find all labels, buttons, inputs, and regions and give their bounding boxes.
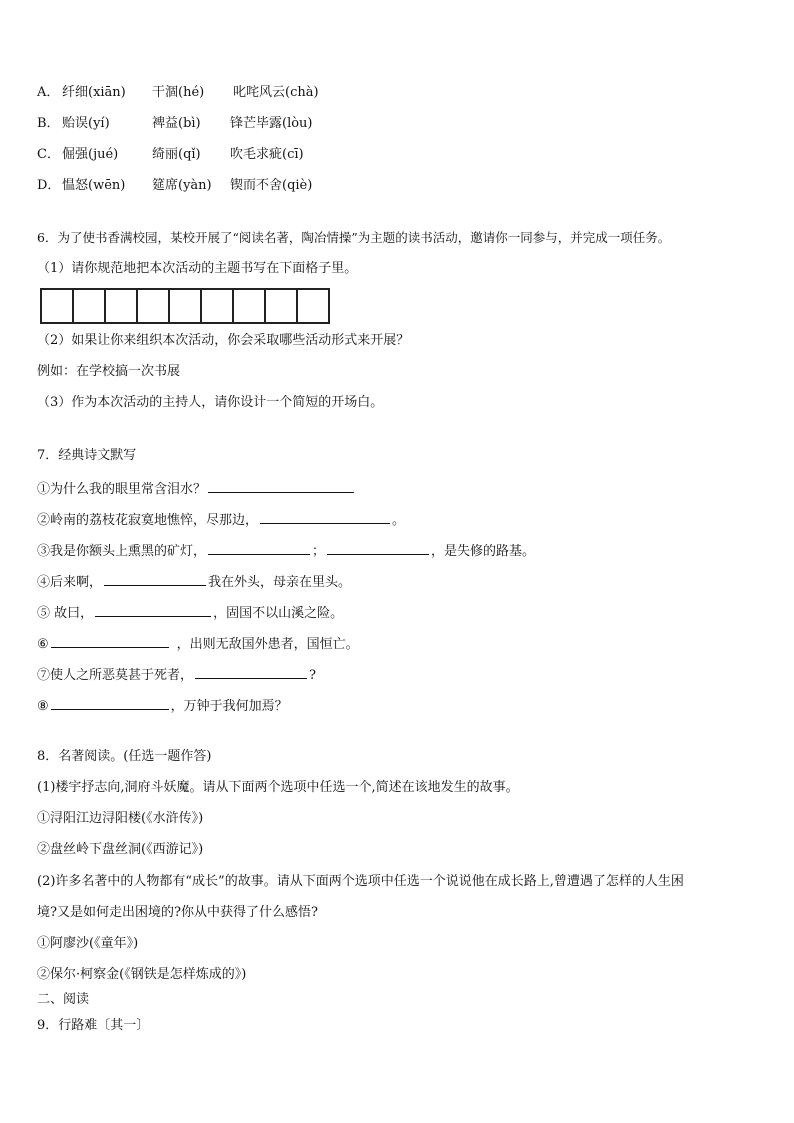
q7-stem: 7．经典诗文默写	[37, 448, 137, 463]
grid-cell[interactable]	[138, 290, 170, 322]
option-d-word-2: 筵席(yàn)	[152, 178, 212, 193]
option-c-word-3: 吹毛求疵(cī)	[230, 147, 304, 162]
q8-part-2-option-b: ②保尔·柯察金(《钢铁是怎样炼成的》)	[37, 967, 247, 982]
q7-item-1	[37, 478, 356, 499]
option-b-word-2: 裨益(bì)	[152, 116, 201, 131]
q7-item-2-end: 。	[392, 513, 406, 528]
q8-part-2-line-2: 境?又是如何走出困境的?你从中获得了什么感悟?	[37, 905, 318, 920]
q7-item-6-end: ，出则无敌国外患者，国恒亡。	[176, 637, 359, 652]
grid-cell[interactable]	[170, 290, 202, 322]
option-d-word-1: 愠怒(wēn)	[62, 178, 126, 193]
q7-item-3-text: ③我是你额头上熏黑的矿灯，	[37, 544, 207, 559]
answer-blank[interactable]	[51, 695, 169, 710]
grid-cell[interactable]	[202, 290, 234, 322]
q8-part-1-option-b: ②盘丝岭下盘丝洞(《西游记》)	[37, 842, 204, 857]
grid-cell[interactable]	[266, 290, 298, 322]
q6-stem: 6．为了使书香满校园，某校开展了“阅读名著，陶冶情操”为主题的读书活动，邀请你一同参与，并完成一项任务。	[37, 230, 671, 245]
option-b-word-3: 锋芒毕露(lòu)	[230, 116, 313, 131]
theme-writing-grid[interactable]	[40, 288, 330, 324]
option-c-word-2: 绮丽(qǐ)	[152, 147, 201, 162]
answer-blank[interactable]	[195, 664, 307, 679]
q6-sub2: （2）如果让你来组织本次活动，你会采取哪些活动形式来开展？	[37, 333, 410, 348]
option-c-word-1: 倔强(jué)	[62, 147, 119, 162]
q7-item-4	[37, 571, 351, 592]
q7-item-6	[37, 633, 359, 654]
q9-title: 9．行路难〔其一〕	[37, 1018, 150, 1033]
answer-blank[interactable]	[327, 540, 429, 555]
option-d-word-3: 锲而不舍(qiè)	[230, 178, 313, 193]
option-a-word-3: 叱咤风云(chà)	[233, 85, 319, 100]
grid-cell[interactable]	[106, 290, 138, 322]
q7-item-8-text: ⑧	[37, 699, 49, 714]
answer-blank[interactable]	[208, 540, 310, 555]
q8-part-1-option-a: ①浔阳江边浔阳楼(《水浒传》)	[37, 811, 204, 826]
grid-cell[interactable]	[298, 290, 330, 322]
q7-item-2	[37, 509, 405, 530]
q7-item-4-text: ④后来啊，	[37, 575, 103, 590]
q6-example: 例如：在学校搞一次书展	[37, 364, 181, 379]
q8-part-2-option-a: ①阿廖沙(《童年》)	[37, 936, 139, 951]
answer-blank[interactable]	[51, 633, 169, 648]
option-b-label: B．	[37, 116, 60, 131]
q7-item-3	[37, 540, 535, 561]
q7-item-6-text: ⑥	[37, 637, 49, 652]
q7-item-3-end: ，是失修的路基。	[431, 544, 536, 559]
option-b-word-1: 贻误(yí)	[62, 116, 110, 131]
answer-blank[interactable]	[208, 478, 354, 493]
option-a-word-2: 干涸(hé)	[152, 85, 205, 100]
section-heading: 二、阅读	[37, 992, 90, 1007]
q7-item-4-end: 我在外头，母亲在里头。	[208, 575, 352, 590]
grid-cell[interactable]	[234, 290, 266, 322]
q7-item-5-text: ⑤ 故曰，	[37, 606, 94, 621]
q7-item-7	[37, 664, 316, 685]
q7-item-5-end: ，固国不以山溪之险。	[213, 606, 344, 621]
grid-cell[interactable]	[42, 290, 74, 322]
option-c-label: C．	[37, 147, 60, 162]
q8-part-1: (1)楼宇抒志向,洞府斗妖魔。请从下面两个选项中任选一个,简述在该地发生的故事。	[37, 780, 519, 795]
q6-sub3: （3）作为本次活动的主持人，请你设计一个简短的开场白。	[37, 395, 384, 410]
q7-item-3-sep: ；	[312, 544, 326, 559]
q7-item-7-end: ?	[309, 668, 316, 683]
q7-item-7-text: ⑦使人之所恶莫甚于死者，	[37, 668, 194, 683]
answer-blank[interactable]	[104, 571, 206, 586]
grid-cell[interactable]	[74, 290, 106, 322]
option-a-label: A．	[37, 85, 60, 100]
q7-item-1-text: ①为什么我的眼里常含泪水？	[37, 482, 207, 497]
q8-stem: 8．名著阅读。(任选一题作答)	[37, 749, 212, 764]
q7-item-5	[37, 602, 343, 623]
option-a-word-1: 纤细(xiān)	[62, 85, 126, 100]
q7-item-8	[37, 695, 288, 716]
answer-blank[interactable]	[95, 602, 211, 617]
option-d-label: D．	[37, 178, 61, 193]
q6-sub1: （1）请你规范地把本次活动的主题书写在下面格子里。	[37, 261, 358, 276]
q7-item-8-end: ，万钟于我何加焉？	[170, 699, 288, 714]
q7-item-2-text: ②岭南的荔枝花寂寞地憔悴，尽那边，	[37, 513, 259, 528]
q8-part-2-line-1: (2)许多名著中的人物都有“成长”的故事。请从下面两个选项中任选一个说说他在成长路上,曾遭遇了怎样的人生困	[37, 874, 684, 889]
answer-blank[interactable]	[260, 509, 390, 524]
